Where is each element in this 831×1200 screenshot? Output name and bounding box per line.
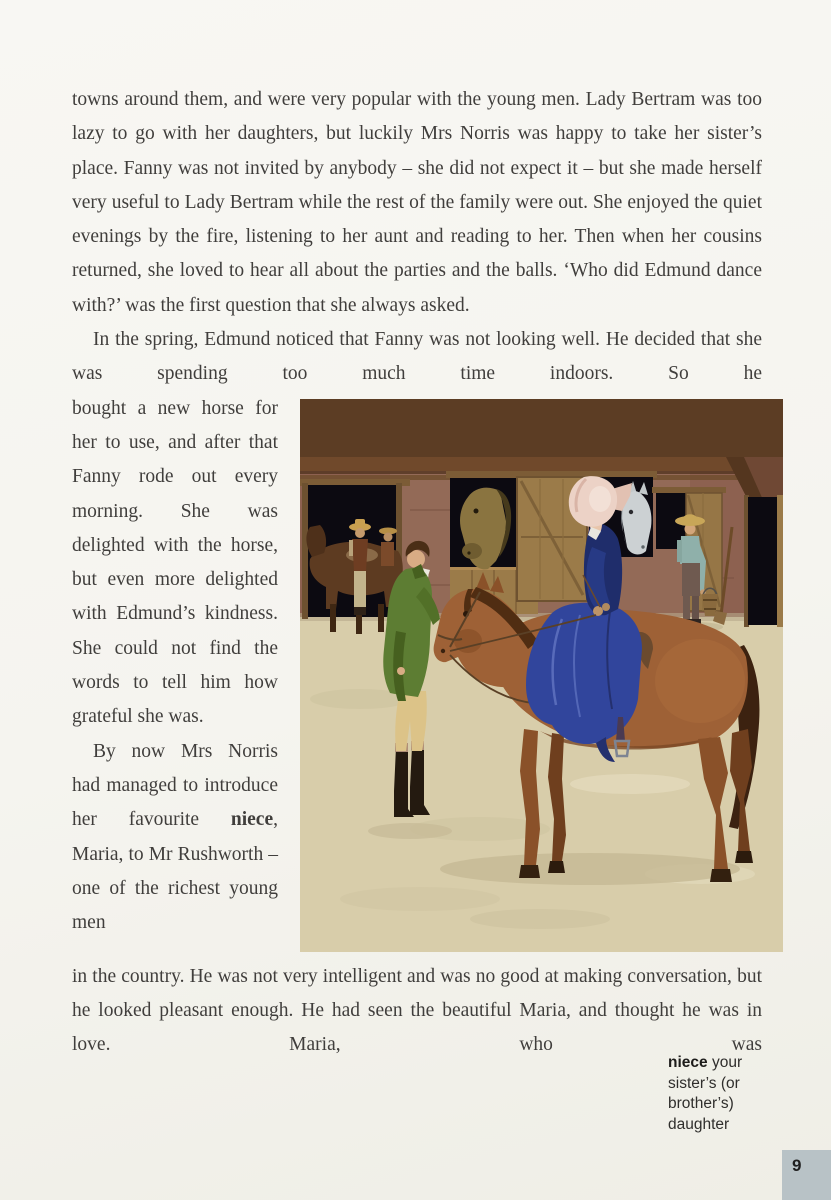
paragraph-2-narrow-column: bought a new horse for her to use, and after that Fanny rode out every morning. She was delighted with the horse, but even more delighted with Edmund’s kindness. She could not find the words to tell him how grateful she was. xyxy=(72,397,278,728)
glossary-definition: your sister’s (or brother’s) daughter xyxy=(668,1054,743,1133)
stable-illustration-svg xyxy=(300,399,783,952)
paragraph-3-text-after-gloss-word: , Maria, to Mr Rushworth – one of the richest young men xyxy=(72,809,278,934)
gloss-word-niece: niece xyxy=(230,809,274,831)
page-number-box xyxy=(782,1150,831,1200)
paragraph-3-text-before-gloss-word: By now Mrs Norris had managed to introduce her favourite xyxy=(72,740,278,831)
paragraph-3-narrow-column xyxy=(72,735,278,941)
body-text xyxy=(72,83,762,1063)
page-number: 9 xyxy=(792,1156,802,1175)
glossary-note xyxy=(668,1053,774,1135)
paragraph-1: towns around them, and were very popular with the young men. Lady Bertram was too lazy to go with her daughters, but luckily Mrs Norris was happy to take her sister’s place. Fanny was not invited by anybody – she did not expect it – but she made herself very useful to Lady Bertram while the rest of the family were out. She enjoyed the quiet evenings by the fire, listening to her aunt and reading to her. Then when her cousins returned, she loved to hear all about the parties and the balls. ‘Who did Edmund dance with?’ was the first question that she always asked. xyxy=(72,89,762,316)
stable-illustration xyxy=(300,399,783,952)
paragraph-2-full-width: In the spring, Edmund noticed that Fanny was not looking well. He decided that she was spending too much time indoors. So he xyxy=(72,329,762,385)
glossary-term: niece xyxy=(668,1054,708,1071)
paragraph-3-full-width: in the country. He was not very intelligent and was no good at making conversation, but he looked pleasant enough. He had seen the beautiful Maria, and thought he was in love. Maria, who was xyxy=(72,965,762,1056)
